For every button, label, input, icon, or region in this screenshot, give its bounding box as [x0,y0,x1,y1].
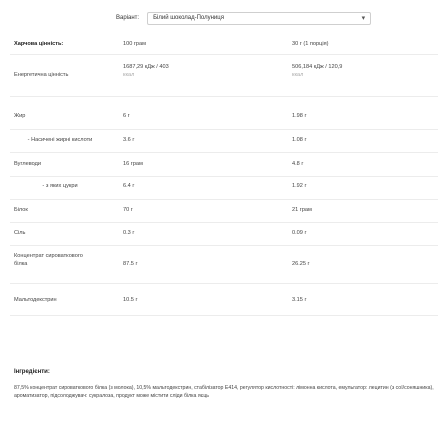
divider [10,222,438,223]
nutrient-serving: 1.98 г [292,113,307,119]
divider [10,96,438,97]
nutrient-per100: 0.3 г [123,230,135,236]
nutrient-per100: 87.5 г [123,261,138,267]
chevron-down-icon: ▾ [361,14,366,22]
nutrient-label: Жир [14,113,26,119]
nutrient-serving: 4.8 г [292,161,304,167]
column-header-per100: 100 грам [123,41,146,47]
energy-label: Енергетична цінність [14,72,69,78]
nutrient-serving: 21 грам [292,207,312,213]
nutrition-title: Харчова цінність: [14,41,64,47]
nutrient-label: Концентрат сироваткового білка [14,253,83,267]
divider [10,315,438,316]
nutrient-per100: 6.4 г [123,183,135,189]
ingredients-text: 87,5% концентрат сироваткового білка (з молока), 10,5% мальтодекстрин, стабілізатор E414, регулятор кислотності: лімонна кислота, емульгатор: лецитин (з сої/соняшника), ароматизатор, підсолоджувач: сукралоза, продукт може містити сліди білка яєць [14,385,434,399]
nutrient-serving: 0.09 г [292,230,307,236]
nutrient-per100: 70 г [123,207,133,213]
energy-per100 [123,63,198,79]
flavor-label: Варіант: [116,15,140,21]
nutrient-serving: 26.25 г [292,261,310,267]
divider [10,176,438,177]
ingredients-title: Інгредієнти: [14,369,50,375]
nutrient-serving: 1.08 г [292,137,307,143]
divider [10,129,438,130]
nutrient-serving: 1.92 г [292,183,307,189]
nutrient-per100: 10.5 г [123,297,138,303]
flavor-selected-value: Білий шоколад-Полуниця [153,15,224,21]
divider [10,152,438,153]
divider [10,199,438,200]
nutrient-serving: 3.15 г [292,297,307,303]
nutrient-label: - Насичені жирні кислоти [27,137,93,143]
divider [10,283,438,284]
energy-serving-value: 506,184 кДж / 120,9 [292,64,343,70]
nutrient-label: Сіль [14,230,26,236]
divider [10,245,438,246]
nutrient-label: Вуглеводи [14,161,42,167]
energy-per100-value: 1687,29 кДж / 403 [123,64,169,70]
energy-serving [292,63,422,79]
nutrient-label: Білок [14,207,28,213]
column-header-serving: 30 г (1 порція) [292,41,329,47]
nutrient-per100: 6 г [123,113,130,119]
nutrient-label: - з яких цукри [42,183,78,189]
energy-serving-unit: ккал [292,72,304,78]
flavor-dropdown[interactable] [147,12,371,25]
divider [10,54,438,55]
flavor-selector [116,11,371,25]
energy-per100-unit: ккал [123,72,135,78]
nutrient-per100: 3.6 г [123,137,135,143]
nutrient-label: Мальтодекстрин [14,297,57,303]
nutrient-per100: 16 грам [123,161,143,167]
